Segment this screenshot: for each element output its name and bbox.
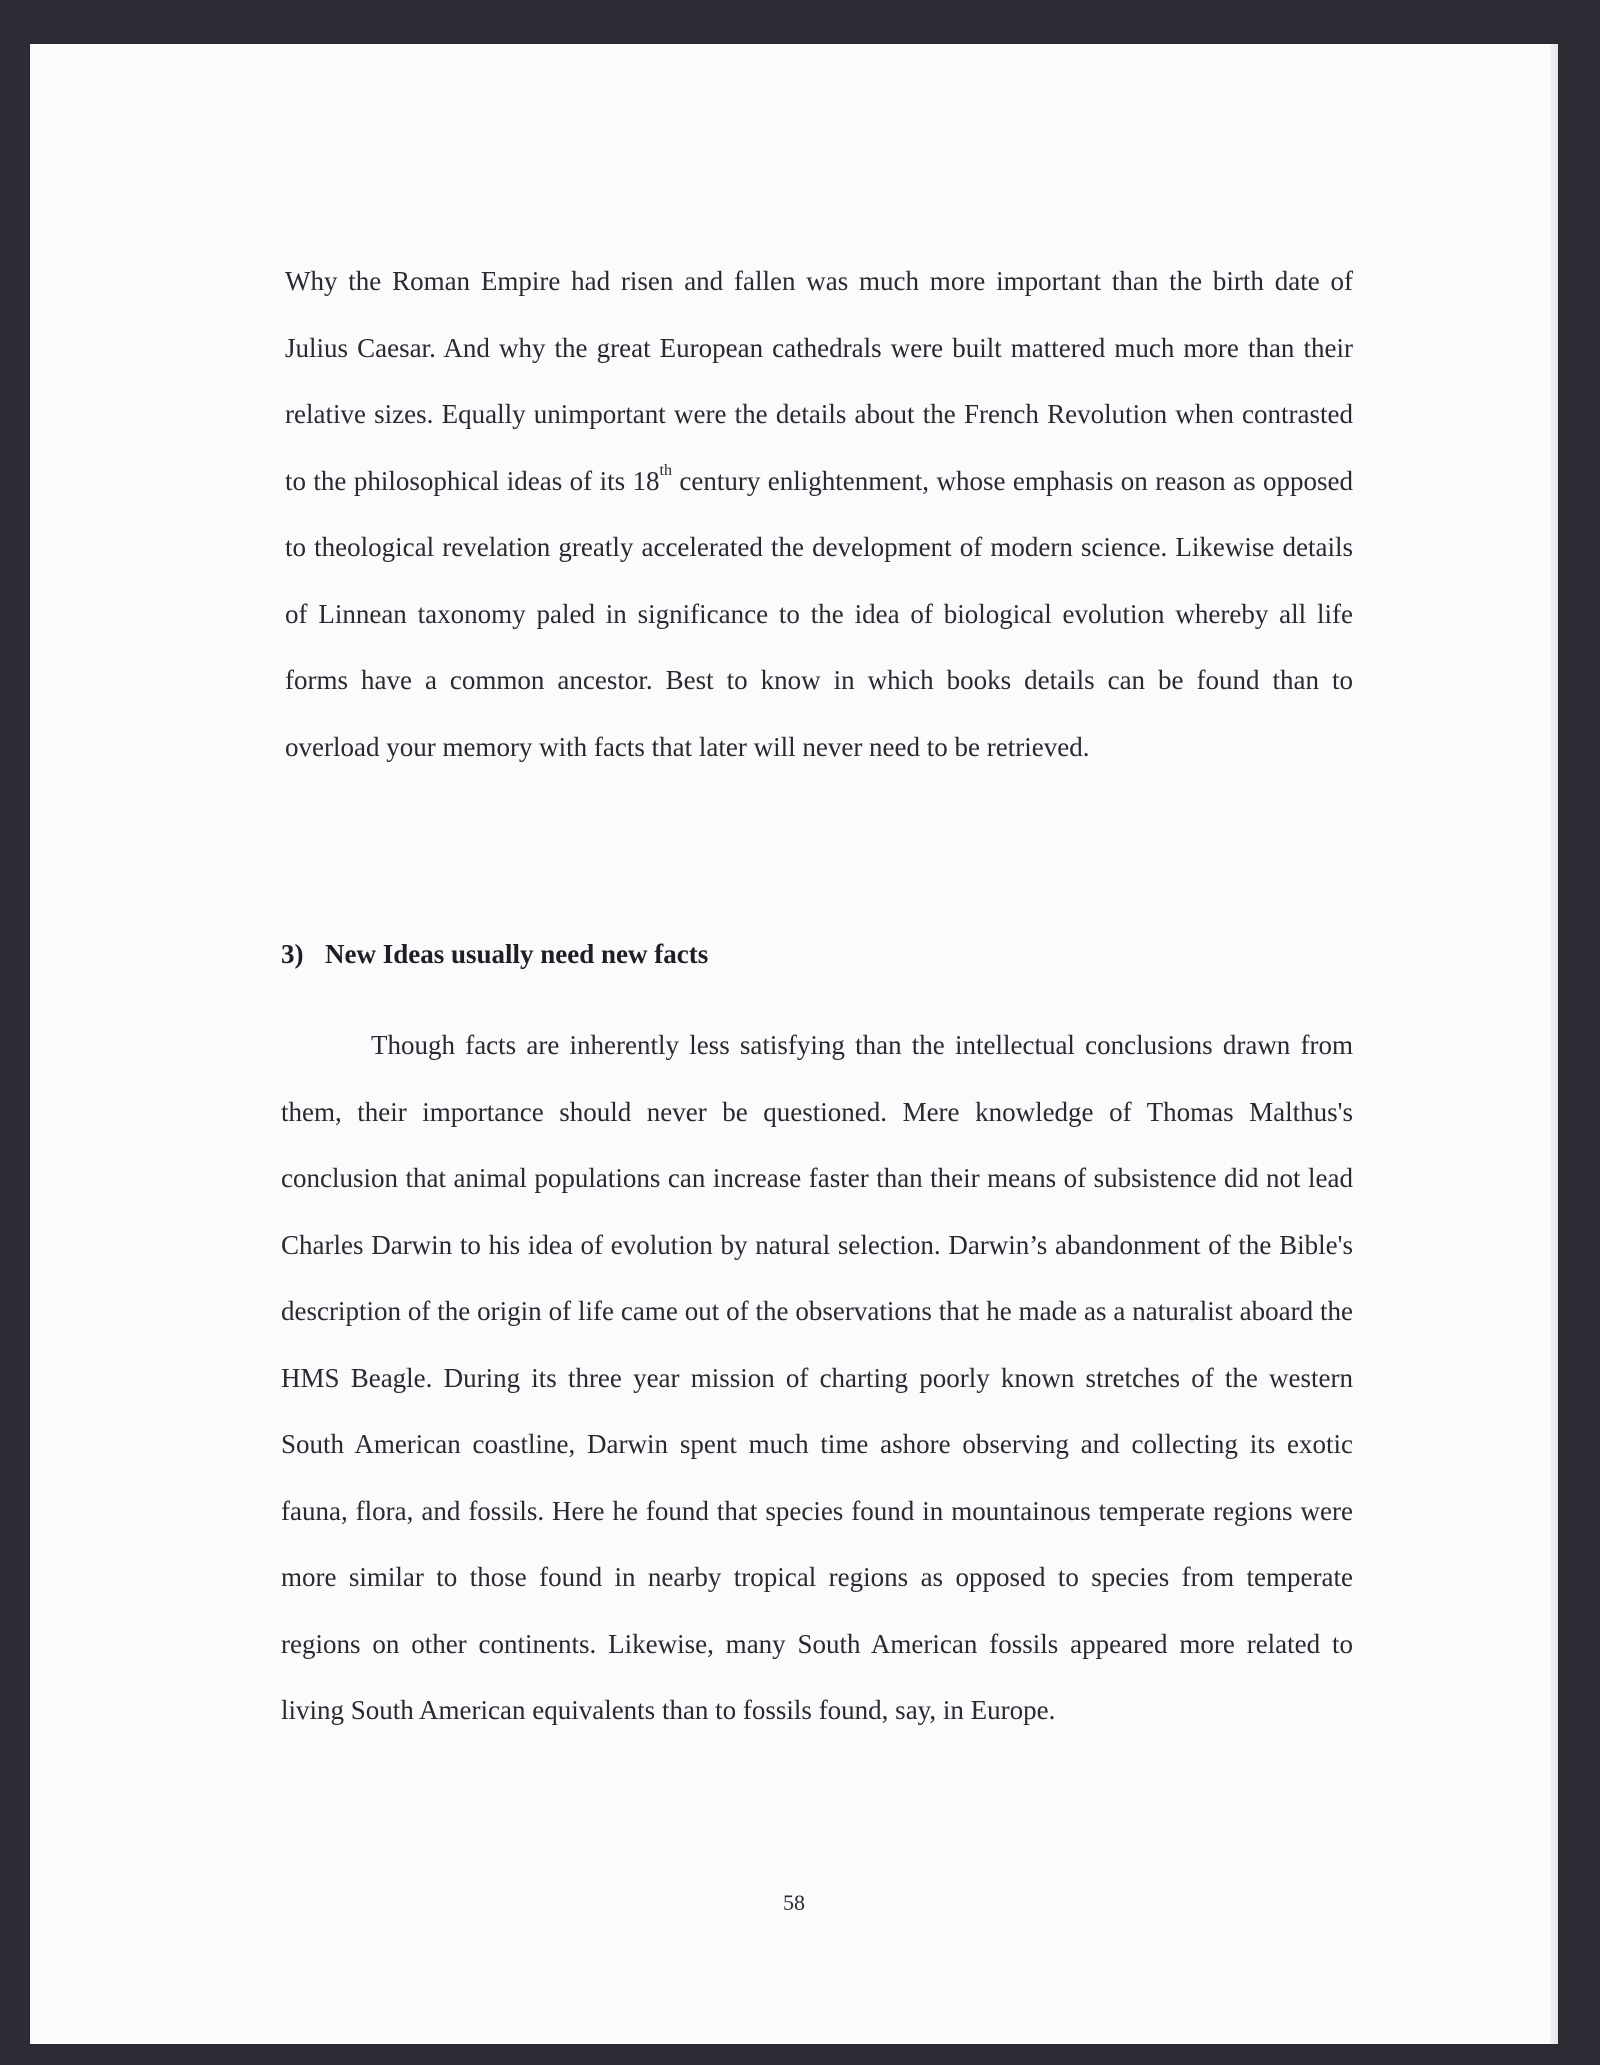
paragraph-1-before-superscript: Why the Roman Empire had risen and fallen was much more important than the birth date of Julius Caesar. And why the great European cathedrals were built mattered much more than their relative sizes. Equally unimportant were the details about the French Revolution when contrasted to the philosophical ideas of its 18 xyxy=(285,266,1353,496)
paragraph-1 xyxy=(285,248,1353,780)
section-heading xyxy=(281,934,1281,974)
page-edge-shadow xyxy=(1550,44,1558,2044)
page-number: 58 xyxy=(783,1890,805,1915)
document-page xyxy=(30,44,1558,2044)
section-title: New Ideas usually need new facts xyxy=(325,939,709,969)
section-number: 3) xyxy=(281,939,304,969)
ordinal-superscript: th xyxy=(659,461,672,479)
paragraph-1-text xyxy=(285,248,1353,780)
paragraph-2-text: Though facts are inherently less satisfying than the intellectual conclusions drawn from them, their importance should never be questioned. Mere knowledge of Thomas Malthus's conclusion that animal populations can increase faster than their means of subsistence did not lead Charles Darwin to his idea of evolution by natural selection. Darwin’s abandonment of the Bible's description of the origin of life came out of the observations that he made as a naturalist aboard the HMS Beagle. During its three year mission of charting poorly known stretches of the western South American coastline, Darwin spent much time ashore observing and collecting its exotic fauna, flora, and fossils. Here he found that species found in mountainous temperate regions were more similar to those found in nearby tropical regions as opposed to species from temperate regions on other continents. Likewise, many South American fossils appeared more related to living South American equivalents than to fossils found, say, in Europe. xyxy=(281,1030,1353,1725)
paragraph-1-after-superscript: century enlightenment, whose emphasis on reason as opposed to theological revelation greatly accelerated the development of modern science. Likewise details of Linnean taxonomy paled in significance to the idea of biological evolution whereby all life forms have a common ancestor. Best to know in which books details can be found than to overload your memory with facts that later will never need to be retrieved. xyxy=(285,465,1354,762)
paragraph-2 xyxy=(281,1012,1353,1744)
